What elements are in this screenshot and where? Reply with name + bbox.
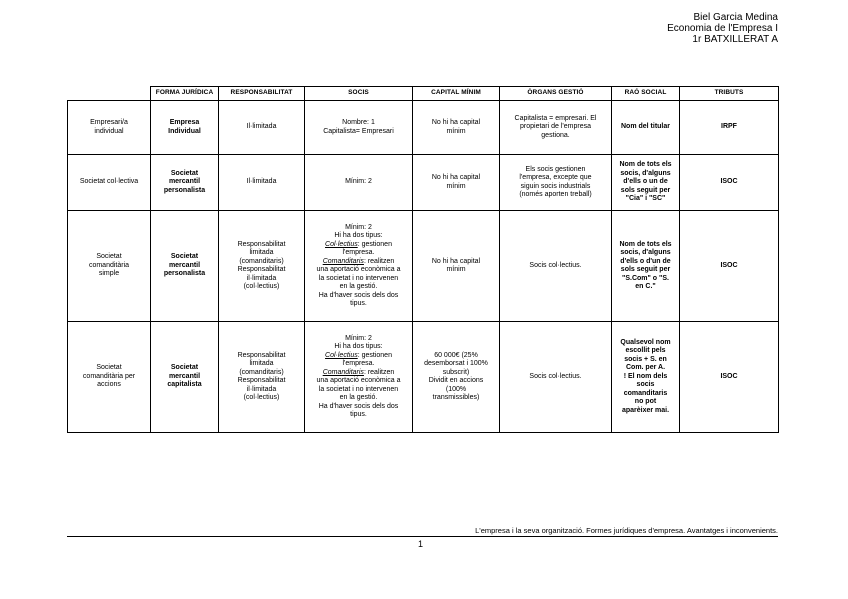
management-cell: [500, 101, 612, 155]
cell-text-line: [308, 403, 409, 412]
table-row: [68, 322, 779, 433]
cell-text-line: [308, 394, 409, 403]
header-blank-cell: [68, 87, 151, 101]
company-name-cell: [612, 322, 680, 433]
cell-text-line: (només aporten treball): [519, 191, 592, 198]
cell-text-line: limitada: [249, 360, 274, 367]
cell-text-line: mínim: [446, 266, 466, 273]
taxes-cell: ISOC: [680, 322, 779, 433]
partner-text: : gestionen: [357, 240, 392, 248]
legal-form-name-cell: [68, 101, 151, 155]
cell-text-line: (col·lectius): [243, 283, 280, 290]
table-row: [68, 155, 779, 211]
cell-text-line: personalista: [163, 270, 206, 278]
partner-text: Ha d'haver socis dels dos: [318, 291, 399, 299]
cell-text-line: en C.": [635, 283, 656, 290]
partner-text: en la gestió.: [339, 283, 378, 290]
taxes-cell: ISOC: [680, 155, 779, 211]
cell-text-line: [308, 178, 409, 187]
liability-cell: [219, 155, 305, 211]
legal-type-cell: [151, 322, 219, 433]
cell-text-line: aparèixer mai.: [621, 406, 670, 414]
cell-text-line: no pot: [634, 398, 657, 406]
cell-text-line: Capitalista = empresari. El: [514, 114, 597, 122]
taxes-cell: ISOC: [680, 211, 779, 322]
cell-text-line: (100%: [445, 385, 467, 393]
partner-text: la societat i no intervenen: [318, 274, 399, 282]
cell-text-line: (comanditaris): [239, 257, 284, 265]
cell-text-line: comanditària per: [82, 372, 136, 380]
cell-text-line: [308, 369, 409, 378]
cell-text-line: subscrit): [442, 368, 470, 376]
cell-text-line: [308, 232, 409, 241]
cell-text-line: mercantil: [168, 261, 201, 269]
minimum-capital-cell: [413, 101, 500, 155]
cell-text-line: transmissibles): [432, 394, 480, 401]
partner-text: l'empresa.: [342, 360, 375, 367]
minimum-capital-cell: [413, 322, 500, 433]
author-name: Biel Garcia Medina: [693, 12, 778, 23]
partners-cell: [305, 211, 413, 322]
cell-text-line: Societat: [96, 253, 122, 261]
partner-type-label: Col·lectius: [325, 351, 358, 359]
legal-type-cell: [151, 101, 219, 155]
liability-cell: [219, 211, 305, 322]
cell-text-line: simple: [98, 270, 120, 278]
partner-type-label: Comanditaris: [322, 257, 364, 265]
liability-cell: [219, 101, 305, 155]
column-header: SOCIS: [305, 87, 413, 101]
cell-text-line: comanditaris: [623, 389, 668, 397]
cell-text-line: Responsabilitat: [237, 377, 286, 384]
partner-text: una aportació econòmica a: [316, 266, 401, 273]
company-name-cell: [612, 155, 680, 211]
cell-text-line: Individual: [168, 127, 201, 135]
cell-text-line: sols seguit per: [620, 266, 671, 273]
cell-text-line: No hi ha capital: [431, 174, 481, 181]
cell-text-line: sols seguit per: [620, 186, 671, 194]
legal-type-cell: [151, 211, 219, 322]
cell-text-line: individual: [94, 127, 124, 135]
cell-text-line: Responsabilitat: [237, 266, 286, 273]
management-cell: [500, 155, 612, 211]
cell-text-line: socis, d'alguns: [620, 249, 671, 256]
cell-text-line: Els socis gestionen: [525, 165, 586, 173]
cell-text-line: Societat: [170, 253, 199, 261]
management-cell: [500, 322, 612, 433]
cell-text-line: [308, 335, 409, 344]
column-header: FORMA JURÍDICA: [151, 87, 219, 101]
legal-forms-table: [67, 86, 779, 433]
cell-text-line: Societat: [96, 364, 122, 372]
cell-text-line: Societat: [170, 169, 199, 177]
cell-text-line: Societat col·lectiva: [79, 178, 139, 186]
cell-text-line: "Cia" i "SC": [625, 195, 666, 203]
cell-text-line: [308, 352, 409, 361]
table-row: [68, 101, 779, 155]
cell-text-line: gestiona.: [541, 131, 570, 139]
cell-text-line: d'ells o un de: [623, 178, 668, 186]
cell-text-line: propietari de l'empresa: [520, 123, 591, 131]
partner-text: : realitzen: [363, 257, 395, 265]
minimum-capital-cell: [413, 211, 500, 322]
management-cell: [500, 211, 612, 322]
partner-text: Capitalista= Empresari: [323, 127, 394, 135]
cell-text-line: 60 000€ (25%: [434, 351, 478, 359]
table-header-row: [68, 87, 779, 101]
cell-text-line: mercantil: [168, 372, 201, 380]
cell-text-line: Responsabilitat: [237, 351, 286, 359]
cell-text-line: socis, d'alguns: [620, 169, 671, 177]
cell-text-line: [308, 119, 409, 128]
footer-divider: [67, 536, 778, 537]
legal-type-cell: [151, 155, 219, 211]
cell-text-line: [308, 360, 409, 369]
partner-text: Mínim: 2: [345, 334, 372, 342]
partner-text: en la gestió.: [339, 394, 378, 401]
partner-text: Ha d'haver socis dels dos: [318, 402, 399, 410]
cell-text-line: il·limitada: [246, 385, 277, 393]
cell-text-line: [308, 283, 409, 292]
cell-text-line: comanditària: [88, 261, 130, 269]
cell-text-line: Nom de tots els: [619, 161, 672, 169]
cell-text-line: socis: [636, 381, 655, 389]
partner-text: : realitzen: [363, 368, 395, 376]
cell-text-line: personalista: [163, 186, 206, 194]
cell-text-line: socis + S. en: [624, 355, 667, 363]
column-header: RAÓ SOCIAL: [612, 87, 680, 101]
cell-text-line: limitada: [249, 249, 274, 256]
partners-cell: [305, 101, 413, 155]
cell-text-line: Socis col·lectius.: [529, 372, 582, 380]
partner-text: Mínim: 2: [345, 178, 372, 186]
cell-text-line: No hi ha capital: [431, 257, 481, 265]
cell-text-line: (comanditaris): [239, 368, 284, 376]
cell-text-line: Il·limitada: [246, 178, 277, 186]
cell-text-line: [308, 343, 409, 352]
subject-name: Economia de l'Empresa I: [667, 23, 778, 34]
partner-text: tipus.: [350, 300, 367, 307]
partner-text: la societat i no intervenen: [318, 385, 399, 393]
cell-text-line: [308, 377, 409, 386]
cell-text-line: Nom de tots els: [619, 240, 672, 248]
cell-text-line: Societat: [170, 364, 199, 372]
cell-text-line: Nom del titular: [620, 123, 670, 131]
column-header: ÒRGANS GESTIÓ: [500, 87, 612, 101]
cell-text-line: siguin socis industrials: [520, 182, 591, 190]
cell-text-line: d'ells o d'un de: [620, 257, 671, 265]
cell-text-line: accions: [97, 381, 121, 389]
cell-text-line: capitalista: [167, 381, 202, 389]
cell-text-line: [308, 128, 409, 137]
cell-text-line: desemborsat i 100%: [424, 360, 488, 367]
cell-text-line: [308, 292, 409, 301]
column-header: TRIBUTS: [680, 87, 779, 101]
cell-text-line: "S.Com" o "S.: [622, 274, 669, 282]
cell-text-line: [308, 411, 409, 420]
cell-text-line: Responsabilitat: [237, 240, 286, 248]
cell-text-line: [308, 249, 409, 258]
cell-text-line: Socis col·lectius.: [529, 261, 582, 269]
partners-cell: [305, 322, 413, 433]
cell-text-line: Empresari/a: [90, 119, 128, 126]
cell-text-line: [308, 241, 409, 250]
table-row: [68, 211, 779, 322]
footer-text: L'empresa i la seva organització. Formes jurídiques d'empresa. Avantatges i inconvenients.: [475, 526, 778, 535]
cell-text-line: Com. per A.: [625, 364, 666, 372]
legal-form-name-cell: [68, 211, 151, 322]
column-header: RESPONSABILITAT: [219, 87, 305, 101]
cell-text-line: [308, 275, 409, 284]
cell-text-line: [308, 300, 409, 309]
document-header: [667, 12, 778, 45]
partner-text: tipus.: [350, 411, 367, 418]
page-number: 1: [418, 539, 424, 549]
cell-text-line: [308, 258, 409, 267]
cell-text-line: (col·lectius): [243, 394, 280, 401]
cell-text-line: [308, 266, 409, 275]
cell-text-line: il·limitada: [246, 274, 277, 282]
company-name-cell: [612, 211, 680, 322]
column-header: CAPITAL MÍNIM: [413, 87, 500, 101]
partner-text: l'empresa.: [342, 249, 375, 256]
liability-cell: [219, 322, 305, 433]
partner-type-label: Comanditaris: [322, 368, 364, 376]
cell-text-line: ! El nom dels: [623, 372, 668, 380]
partner-text: Hi ha dos tipus:: [334, 232, 383, 239]
company-name-cell: [612, 101, 680, 155]
cell-text-line: escollit pels: [625, 347, 666, 355]
partners-cell: [305, 155, 413, 211]
partner-type-label: Col·lectius: [325, 240, 358, 248]
legal-form-name-cell: [68, 155, 151, 211]
cell-text-line: [308, 224, 409, 233]
cell-text-line: Dividit en accions: [428, 377, 484, 384]
cell-text-line: l'empresa, excepte que: [519, 174, 592, 181]
cell-text-line: Empresa: [169, 119, 200, 126]
cell-text-line: mercantil: [168, 178, 201, 186]
partner-text: Nombre: 1: [342, 119, 375, 126]
cell-text-line: mínim: [446, 182, 466, 190]
partner-text: una aportació econòmica a: [316, 377, 401, 384]
cell-text-line: mínim: [446, 127, 466, 135]
partner-text: Hi ha dos tipus:: [334, 343, 383, 350]
cell-text-line: Qualsevol nom: [620, 338, 671, 346]
taxes-cell: IRPF: [680, 101, 779, 155]
legal-form-name-cell: [68, 322, 151, 433]
course-name: 1r BATXILLERAT A: [692, 34, 778, 45]
partner-text: : gestionen: [357, 351, 392, 359]
minimum-capital-cell: [413, 155, 500, 211]
cell-text-line: Il·limitada: [246, 123, 277, 131]
partner-text: Mínim: 2: [345, 223, 372, 231]
cell-text-line: No hi ha capital: [431, 119, 481, 126]
cell-text-line: [308, 386, 409, 395]
